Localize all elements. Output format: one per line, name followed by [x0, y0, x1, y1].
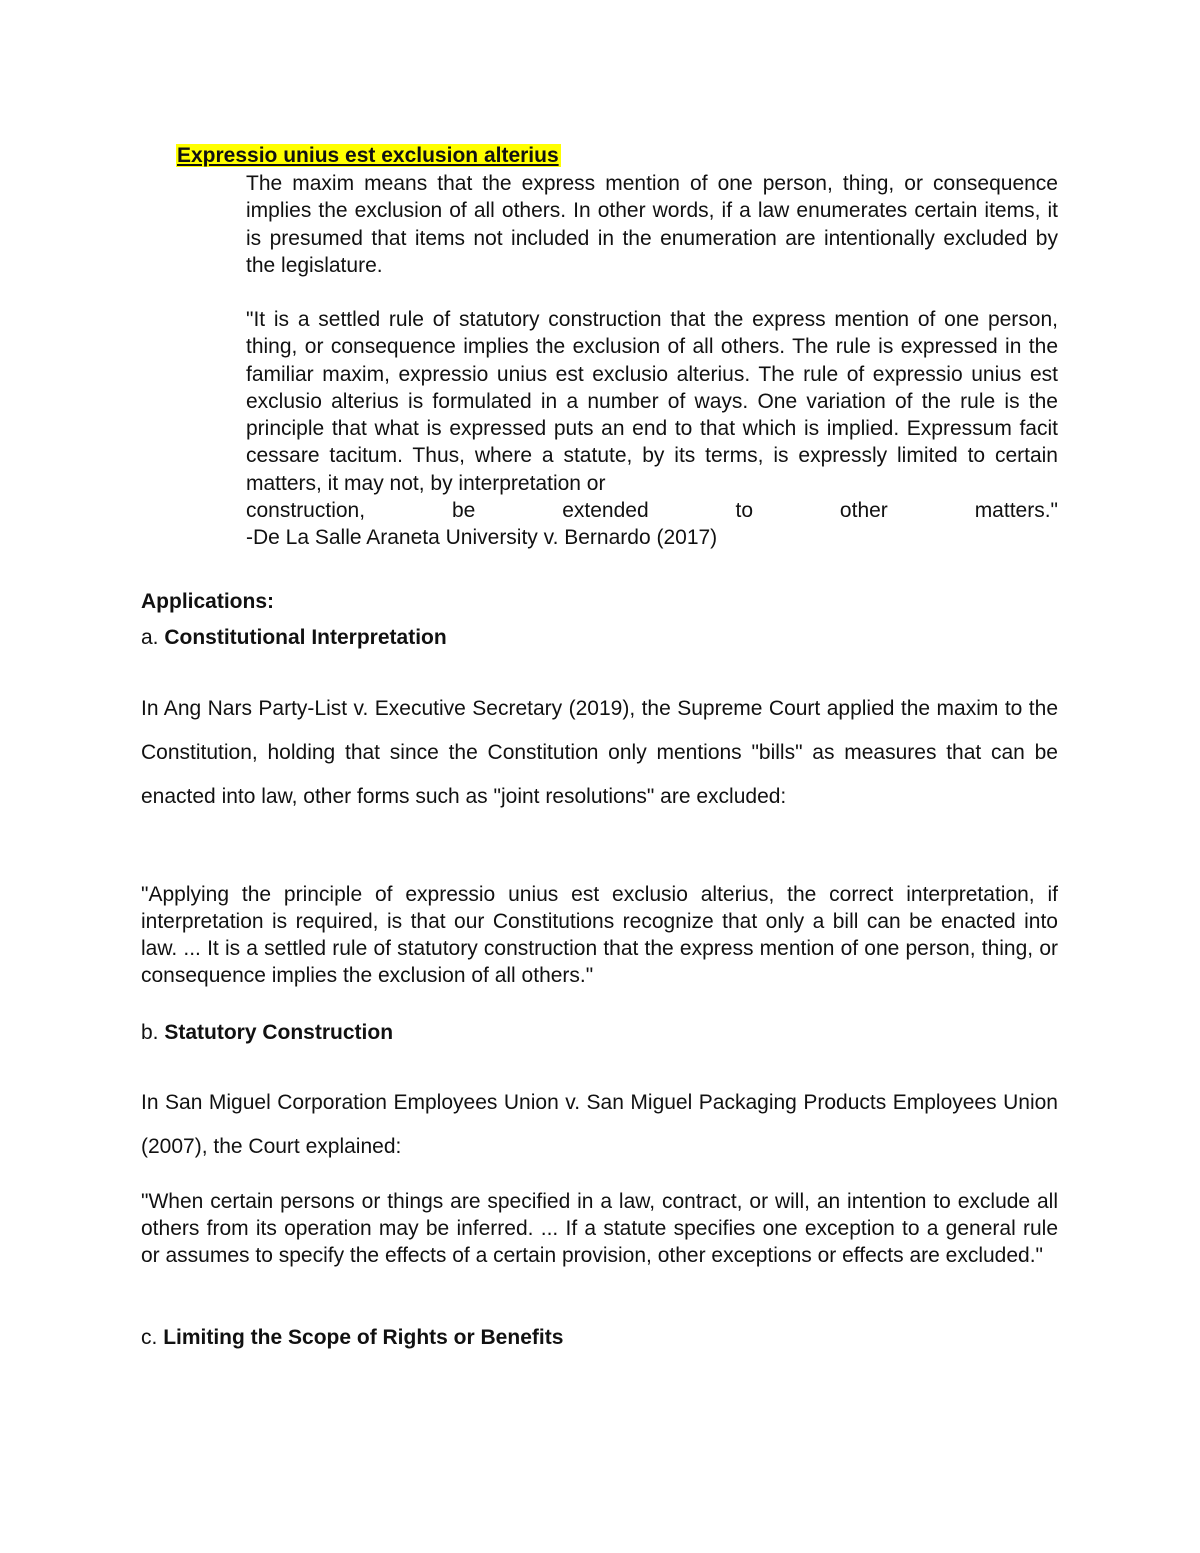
section-a-body: In Ang Nars Party-List v. Executive Secretary (2019), the Supreme Court applied the maxim to the Constitution, holding that since the Constitution only mentions "bills" as measures that can be enacted into law, other forms such as "joint resolutions" are excluded:	[141, 697, 1058, 808]
quote-main-last-line: construction, be extended to other matters."	[246, 499, 1058, 523]
section-b-letter: b.	[141, 1021, 159, 1044]
applications-heading: Applications:	[141, 590, 275, 613]
quote-block-main	[246, 306, 1058, 552]
section-b-quote: "When certain persons or things are specified in a law, contract, or will, an intention to exclude all others from its operation may be inferred. ... If a statute specifies one exception to a general rule or assumes to specify the effects of a certain provision, other exceptions or effects are excluded."	[141, 1190, 1058, 1267]
section-b-title: Statutory Construction	[164, 1021, 394, 1044]
section-b-heading	[141, 1019, 393, 1046]
section-c-heading	[141, 1324, 563, 1351]
section-c-letter: c.	[141, 1326, 158, 1349]
section-a-letter: a.	[141, 626, 159, 649]
quote-citation: -De La Salle Araneta University v. Bernardo (2017)	[246, 526, 718, 550]
section-a-heading	[141, 624, 447, 651]
section-b-body: In San Miguel Corporation Employees Union v. San Miguel Packaging Products Employees Union (2007), the Court explained:	[141, 1091, 1058, 1158]
quote-main-text: "It is a settled rule of statutory construction that the express mention of one person, thing, or consequence implies the exclusion of all others. The rule is expressed in the familiar maxim, expressio unius est exclusio alterius. The rule of expressio unius est exclusio alterius is formulated in a number of ways. One variation of the rule is the principle that what is expressed puts an end to that which is implied. Expressum facit cessare tacitum. Thus, where a statute, by its terms, is expressly limited to certain matters, it may not, by interpretation or	[246, 308, 1058, 495]
document-title	[176, 142, 561, 169]
definition-paragraph: The maxim means that the express mention of one person, thing, or consequence implies the exclusion of all others. In other words, if a law enumerates certain items, it is presumed that items not included in the enumeration are intentionally excluded by the legislature.	[246, 172, 1058, 277]
section-c-title: Limiting the Scope of Rights or Benefits	[163, 1326, 564, 1349]
highlighted-title-text: Expressio unius est exclusion alterius	[177, 144, 559, 167]
section-a-title: Constitutional Interpretation	[164, 626, 447, 649]
section-a-quote: "Applying the principle of expressio unius est exclusio alterius, the correct interpretation, if interpretation is required, is that our Constitutions recognize that only a bill can be enacted into law. ... It is a settled rule of statutory construction that the express mention of one person, thing, or consequence implies the exclusion of all others."	[141, 883, 1058, 987]
